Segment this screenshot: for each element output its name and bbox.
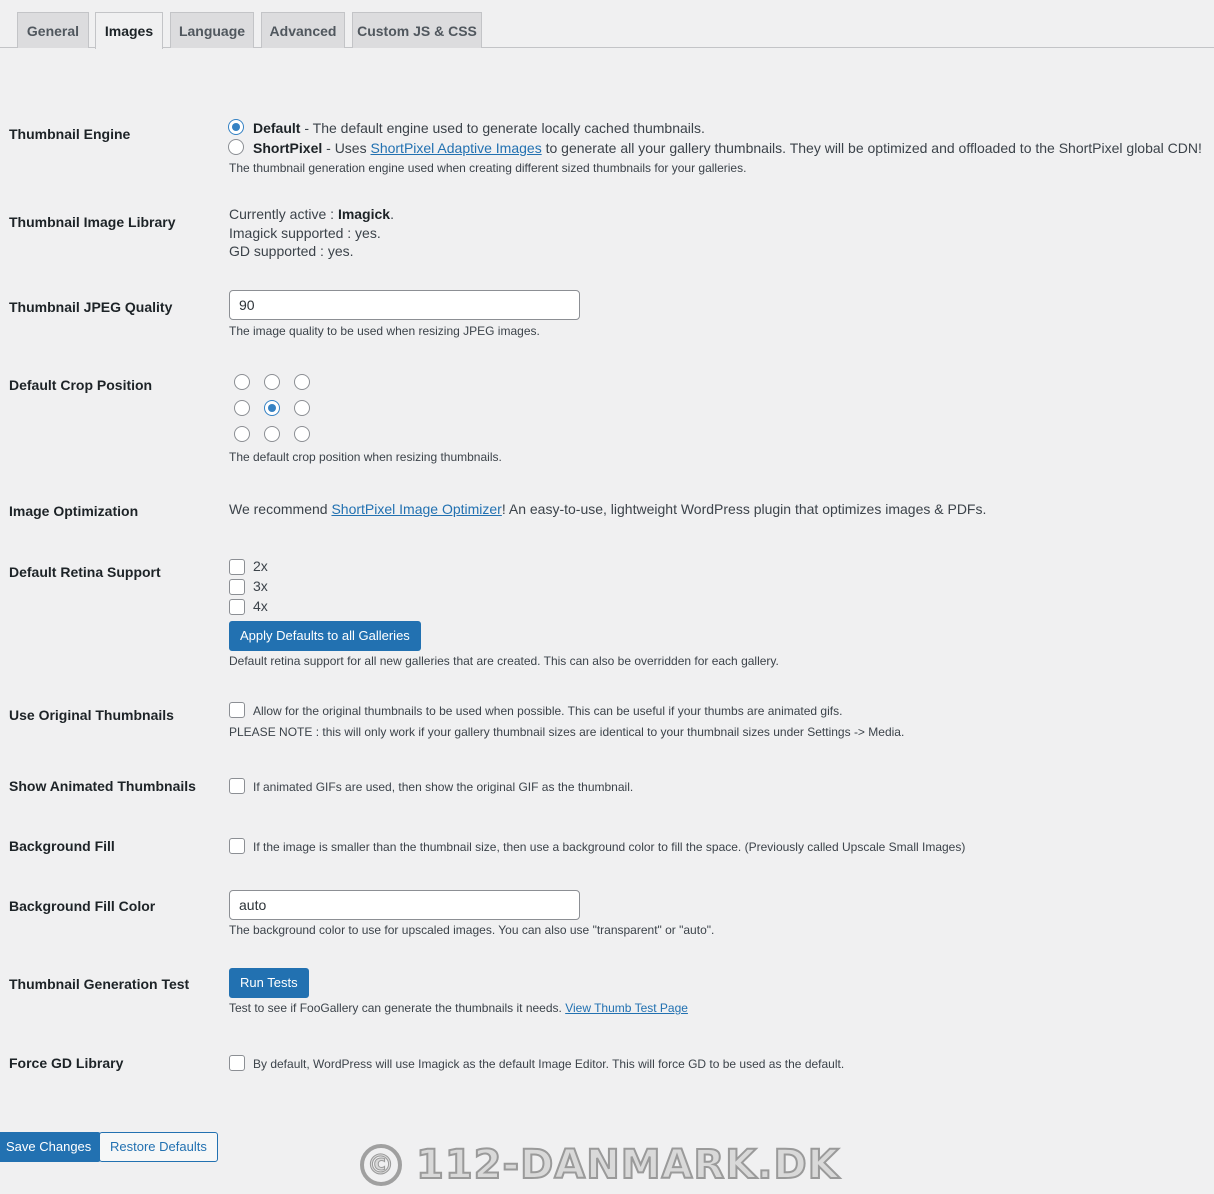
engine-shortpixel-post: to generate all your gallery thumbnails. They will be optimized and offloaded to the ShortPixel global CDN!: [541, 140, 1202, 156]
restore-defaults-button[interactable]: Restore Defaults: [99, 1132, 218, 1162]
retina-4x-checkbox[interactable]: [229, 599, 245, 615]
generation-test-description: [229, 1001, 688, 1015]
image-library-active: [229, 206, 394, 222]
crop-bottom-center-radio[interactable]: [264, 426, 280, 442]
tab-custom-js-css[interactable]: Custom JS & CSS: [352, 12, 482, 48]
engine-default-radio[interactable]: [228, 119, 244, 135]
tab-language[interactable]: Language: [170, 12, 254, 48]
save-changes-button[interactable]: Save Changes: [0, 1132, 101, 1162]
engine-default-name: Default: [253, 120, 301, 136]
image-library-active-value: Imagick: [337, 206, 391, 222]
image-library-label: Thumbnail Image Library: [9, 214, 176, 230]
view-thumb-test-page-link[interactable]: View Thumb Test Page: [565, 1001, 688, 1015]
image-optimization-text: [229, 501, 986, 517]
original-thumbnails-text: Allow for the original thumbnails to be used when possible. This can be useful if your thumbs are animated gifs.: [253, 704, 843, 718]
engine-default-desc: - The default engine used to generate locally cached thumbnails.: [300, 120, 705, 136]
retina-4x-label: 4x: [253, 598, 268, 614]
run-tests-button[interactable]: Run Tests: [229, 968, 309, 998]
jpeg-quality-label: Thumbnail JPEG Quality: [9, 299, 173, 315]
background-fill-color-description: The background color to use for upscaled images. You can also use "transparent" or "auto".: [229, 923, 715, 937]
retina-support-description: Default retina support for all new galleries that are created. This can also be overridden for each gallery.: [229, 654, 779, 668]
jpeg-quality-description: The image quality to be used when resizing JPEG images.: [229, 324, 540, 338]
crop-top-center-radio[interactable]: [264, 374, 280, 390]
retina-3x-label: 3x: [253, 578, 268, 594]
retina-2x-label: 2x: [253, 558, 268, 574]
crop-center-right-radio[interactable]: [294, 400, 310, 416]
thumbnail-engine-label: Thumbnail Engine: [9, 126, 131, 142]
crop-top-right-radio[interactable]: [294, 374, 310, 390]
image-library-active-prefix: Currently active :: [229, 206, 338, 222]
image-optimization-pre: We recommend: [229, 501, 332, 517]
image-library-active-suffix: .: [390, 206, 394, 222]
retina-3x-checkbox[interactable]: [229, 579, 245, 595]
engine-default-option: [253, 120, 705, 136]
watermark-text: 112-DANMARK.DK: [416, 1142, 840, 1188]
force-gd-checkbox[interactable]: [229, 1055, 245, 1071]
crop-position-label: Default Crop Position: [9, 377, 153, 393]
engine-shortpixel-name: ShortPixel: [253, 140, 323, 156]
animated-thumbnails-text: If animated GIFs are used, then show the original GIF as the thumbnail.: [253, 780, 634, 794]
crop-center-left-radio[interactable]: [234, 400, 250, 416]
shortpixel-adaptive-images-link[interactable]: ShortPixel Adaptive Images: [370, 140, 542, 156]
crop-center-radio[interactable]: [264, 400, 280, 416]
generation-test-text: Test to see if FooGallery can generate the thumbnails it needs.: [229, 1001, 566, 1015]
retina-support-label: Default Retina Support: [9, 564, 161, 580]
background-fill-label: Background Fill: [9, 838, 115, 854]
background-fill-color-input[interactable]: auto: [229, 890, 580, 920]
crop-top-left-radio[interactable]: [234, 374, 250, 390]
original-thumbnails-note: PLEASE NOTE : this will only work if your gallery thumbnail sizes are identical to your thumbnail sizes under Settings -> Media.: [229, 725, 905, 739]
force-gd-label: Force GD Library: [9, 1055, 124, 1071]
gd-supported-text: GD supported : yes.: [229, 243, 354, 259]
tab-images[interactable]: Images: [95, 12, 163, 49]
apply-defaults-button[interactable]: Apply Defaults to all Galleries: [229, 621, 421, 651]
retina-2x-checkbox[interactable]: [229, 559, 245, 575]
watermark: [360, 1140, 840, 1190]
original-thumbnails-checkbox[interactable]: [229, 702, 245, 718]
settings-tabs: [0, 0, 1214, 48]
crop-bottom-right-radio[interactable]: [294, 426, 310, 442]
copyright-icon: ©: [360, 1144, 402, 1186]
crop-position-description: The default crop position when resizing thumbnails.: [229, 450, 502, 464]
thumbnail-engine-description: The thumbnail generation engine used when creating different sized thumbnails for your galleries.: [229, 161, 747, 175]
image-optimization-post: ! An easy-to-use, lightweight WordPress plugin that optimizes images & PDFs.: [501, 501, 987, 517]
background-fill-color-label: Background Fill Color: [9, 898, 156, 914]
animated-thumbnails-label: Show Animated Thumbnails: [9, 778, 196, 794]
background-fill-text: If the image is smaller than the thumbnail size, then use a background color to fill the space. (Previously called Upscale Small Images): [253, 840, 966, 854]
engine-shortpixel-option: [253, 140, 1202, 156]
engine-shortpixel-radio[interactable]: [228, 139, 244, 155]
animated-thumbnails-checkbox[interactable]: [229, 778, 245, 794]
tab-general[interactable]: General: [17, 12, 89, 48]
image-optimization-label: Image Optimization: [9, 503, 139, 519]
tab-advanced[interactable]: Advanced: [261, 12, 345, 48]
original-thumbnails-label: Use Original Thumbnails: [9, 707, 174, 723]
force-gd-text: By default, WordPress will use Imagick as the default Image Editor. This will force GD to be used as the default.: [253, 1057, 845, 1071]
background-fill-checkbox[interactable]: [229, 838, 245, 854]
imagick-supported-text: Imagick supported : yes.: [229, 225, 381, 241]
engine-shortpixel-pre: - Uses: [322, 140, 371, 156]
crop-bottom-left-radio[interactable]: [234, 426, 250, 442]
generation-test-label: Thumbnail Generation Test: [9, 976, 190, 992]
jpeg-quality-input[interactable]: 90: [229, 290, 580, 320]
shortpixel-image-optimizer-link[interactable]: ShortPixel Image Optimizer: [331, 501, 502, 517]
